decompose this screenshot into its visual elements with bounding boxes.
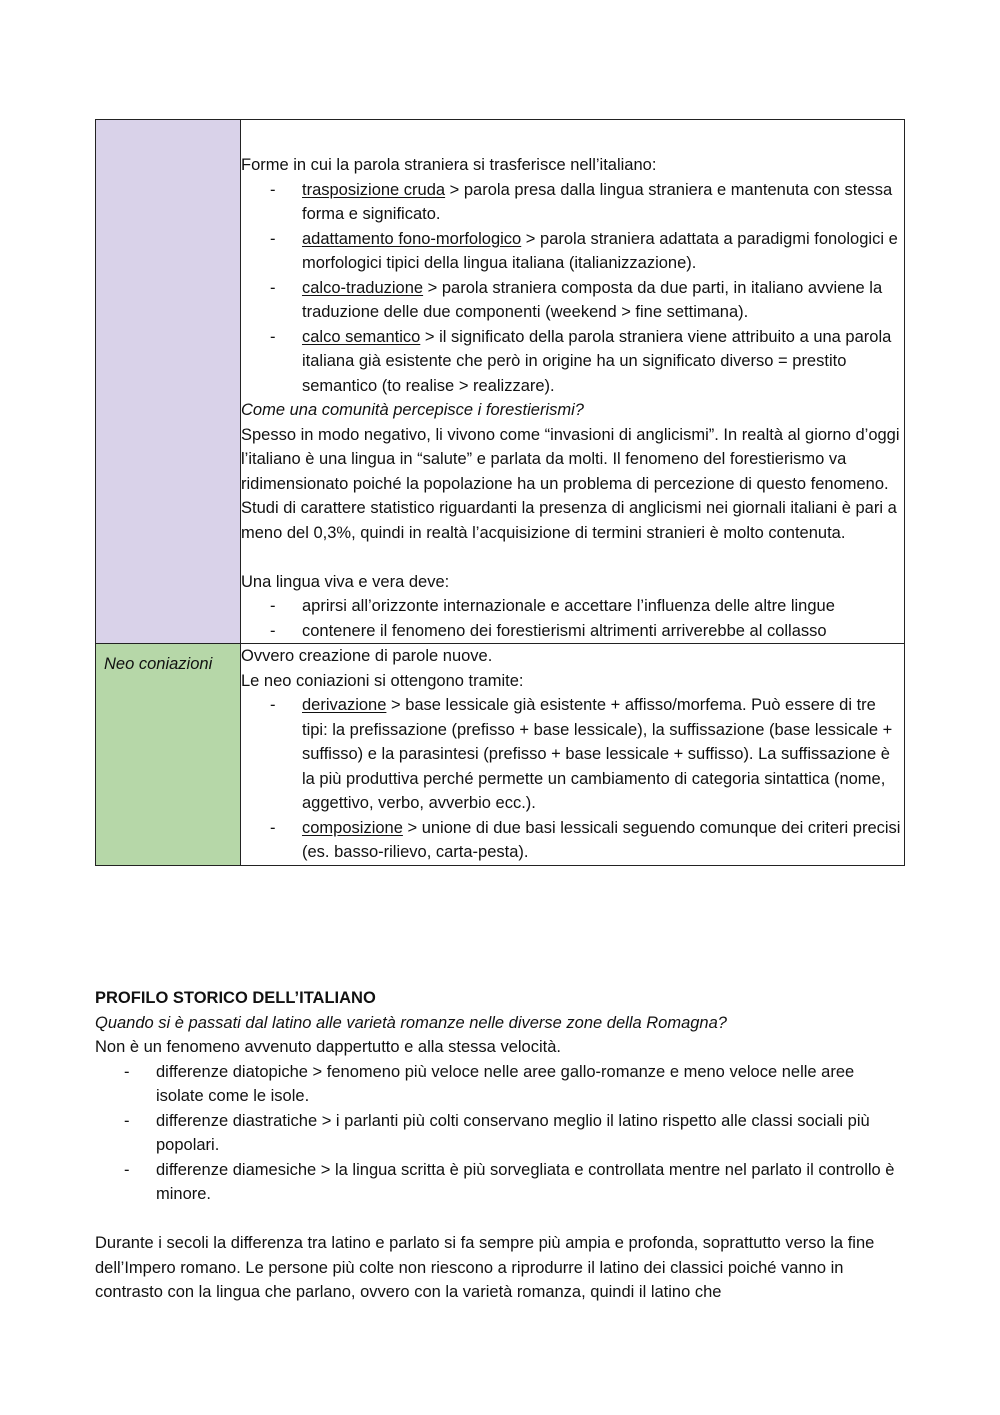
definition: > parola straniera adattata a paradigmi fonologici e morfologici tipici della lingua italiana (italianizzazione). — [302, 229, 898, 272]
spacer — [241, 545, 904, 570]
neo-line-2: Le neo coniazioni si ottengono tramite: — [241, 671, 524, 690]
dash-bullet: - — [270, 180, 276, 199]
list-item — [241, 594, 904, 619]
dash-bullet: - — [270, 327, 276, 346]
section-question: Quando si è passati dal latino alle varietà romanze nelle diverse zone della Romagna? — [95, 1013, 727, 1032]
dash-bullet: - — [270, 229, 276, 248]
section-intro: Non è un fenomeno avvenuto dappertutto e alla stessa velocità. — [95, 1038, 561, 1056]
lingua-list — [241, 594, 904, 643]
dash-bullet: - — [270, 818, 276, 837]
list-item — [241, 693, 904, 816]
dash-bullet: - — [124, 1111, 130, 1130]
section-profilo — [95, 986, 905, 1305]
dash-bullet: - — [124, 1062, 130, 1081]
list-item-text: aprirsi all’orizzonte internazionale e accettare l’influenza delle altre lingue — [302, 597, 835, 615]
differences-list — [95, 1060, 905, 1207]
list-item — [241, 276, 904, 325]
table-row — [96, 644, 905, 866]
table-row — [96, 120, 905, 644]
list-item — [241, 325, 904, 399]
definition: > il significato della parola straniera viene attribuito a una parola italiana già esistente che però in origine ha un significato diverso = prestito semantico (to realise > realizzare). — [302, 327, 892, 395]
term: adattamento fono-morfologico — [302, 229, 522, 248]
list-item — [95, 1158, 905, 1207]
section-paragraph: Durante i secoli la differenza tra latino e parlato si fa sempre più ampia e profonda, soprattutto verso la fine dell’Impero romano. Le persone più colte non riescono a riprodurre il latino dei classici poiché vanno in contrasto con la lingua che parlano, ovvero con la varietà romanza, quindi il latino che — [95, 1234, 875, 1301]
row-label-cell — [96, 120, 241, 644]
row-content-cell — [241, 644, 905, 866]
list-item — [241, 816, 904, 865]
dash-bullet: - — [270, 621, 276, 640]
neo-list — [241, 693, 904, 865]
list-item-text: contenere il fenomeno dei forestierismi altrimenti arriverebbe al collasso — [302, 621, 827, 640]
dash-bullet: - — [270, 278, 276, 297]
dash-bullet: - — [270, 696, 276, 714]
definition: > parola presa dalla lingua straniera e mantenuta con stessa forma e significato. — [302, 180, 893, 223]
term: calco-traduzione — [302, 278, 424, 297]
spacer — [95, 1207, 905, 1232]
list-item — [95, 1060, 905, 1109]
definition: > parola straniera composta da due parti, in italiano avviene la traduzione delle due componenti (weekend > fine settimana). — [302, 278, 883, 321]
term: trasposizione cruda — [302, 180, 446, 199]
list-item-text: differenze diastratiche > i parlanti più colti conservano meglio il latino rispetto alle classi sociali più popolari. — [156, 1111, 870, 1154]
lingua-intro: Una lingua viva e vera deve: — [241, 572, 450, 591]
dash-bullet: - — [270, 597, 276, 615]
row-label — [96, 120, 240, 136]
neo-line-1: Ovvero creazione di parole nuove. — [241, 647, 493, 665]
answer-paragraph: Spesso in modo negativo, li vivono come “invasioni di anglicismi”. In realtà al giorno d’oggi l’italiano è una lingua in “salute” e parlata da molti. Il fenomeno del forestierismo va ridimensionato poiché la popolazione ha un problema di percezione di questo fenomeno. Studi di carattere statistico riguardanti la presenza di anglicismi nei giornali italiani è pari a meno del 0,3%, quindi in realtà l’acquisizione di termini stranieri è molto contenuta. — [241, 425, 900, 542]
term: calco semantico — [302, 327, 421, 346]
notes-table — [95, 119, 905, 866]
list-item — [241, 227, 904, 276]
row-label-cell — [96, 644, 241, 866]
list-item — [241, 178, 904, 227]
forms-list — [241, 178, 904, 399]
term: composizione — [302, 818, 403, 837]
definition: > base lessicale già esistente + affisso/morfema. Può essere di tre tipi: la prefissazione (prefisso + base lessicale), la suffissazione (base lessicale + suffisso) e la parasintesi (prefisso + base lessicale + suffisso). La suffissazione è la più produttiva perché permette un cambiamento di categoria sintattica (nome, aggettivo, verbo, avverbio ecc.). — [302, 696, 893, 812]
row-content-cell — [241, 120, 905, 644]
list-item — [241, 619, 904, 644]
forms-intro: Forme in cui la parola straniera si trasferisce nell’italiano: — [241, 156, 657, 174]
row-label: Neo coniazioni — [104, 655, 213, 673]
list-item-text: differenze diamesiche > la lingua scritta è più sorvegliata e controllata mentre nel parlato il controllo è minore. — [156, 1160, 895, 1203]
term: derivazione — [302, 696, 387, 714]
question: Come una comunità percepisce i forestierismi? — [241, 401, 584, 419]
dash-bullet: - — [124, 1160, 130, 1179]
list-item-text: differenze diatopiche > fenomeno più veloce nelle aree gallo-romanze e meno veloce nelle aree isolate come le isole. — [156, 1062, 855, 1105]
definition: > unione di due basi lessicali seguendo comunque dei criteri precisi (es. basso-rilievo, carta-pesta). — [302, 818, 901, 861]
section-heading: PROFILO STORICO DELL’ITALIANO — [95, 989, 376, 1007]
list-item — [95, 1109, 905, 1158]
